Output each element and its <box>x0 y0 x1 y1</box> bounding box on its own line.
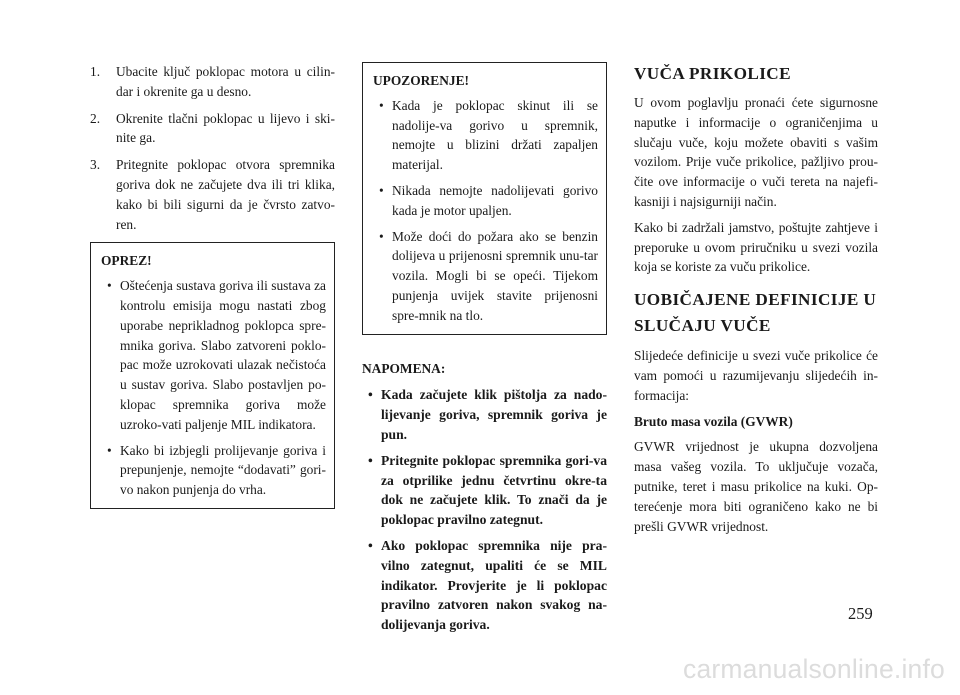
list-item: • Može doći do požara ako se benzin dolijeva u prijenosni spremnik unu-tar vozila. Mogli bi se opeći. Tijekom punjenja uvijek stavite prijenosni spre-mnik na tlo. <box>373 227 598 326</box>
page-number: 259 <box>848 604 873 623</box>
section-heading-definitions: UOBIČAJENE DEFINICIJE U SLUČAJU VUČE <box>634 290 877 336</box>
left-column <box>90 62 335 509</box>
warning-title: UPOZORENJE! <box>373 73 469 88</box>
list-item: 2. Okrenite tlačni poklopac u lijevo i ski-nite ga. <box>90 110 335 146</box>
list-item: • Kada je poklopac skinut ili se nadolije-va gorivo u spremnik, nemojte u blizini držati zapaljen materijal. <box>373 96 598 175</box>
list-item: 1. Ubacite ključ poklopac motora u cilin-dar i okrenite ga u desno. <box>90 64 335 99</box>
list-item: • Nikada nemojte nadolijevati gorivo kada je motor upaljen. <box>373 181 598 221</box>
note-title: NAPOMENA: <box>362 360 446 376</box>
paragraph: Kako bi zadržali jamstvo, poštujte zahtjeve i preporuke u ovom priručniku u svezi vozila koja se koriste za vuču prikolice. <box>634 219 878 275</box>
list-item: • Kako bi izbjegli prolijevanje goriva i prepunjenje, nemojte “dodavati” gori-vo nakon punjenja do vrha. <box>101 441 326 500</box>
list-item: • Oštećenja sustava goriva ili sustava za kontrolu emisija mogu nastati zbog uporabe neprikladnog poklopca spre-mnika goriva. Slabo zatvoreni poklo-pac može uzrokovati ulazak nečistoća u sustav goriva. Slabo postavljen po-klopac spremnika goriva može uzroko-vati paljenje MIL indikatora. <box>101 276 326 434</box>
section-heading-towing: VUČA PRIKOLICE <box>634 64 791 83</box>
paragraph: U ovom poglavlju pronaći ćete sigurnosne naputke i informacije o ograničenjima u slučaju vuče, koju možete obaviti s vašim vozilom. Prije vuče prikolice, pažljivo prou-čite ove informacije o vuči tereta na najefi-kasniji i najsigurniji način. <box>634 95 878 209</box>
watermark: carmanualsonline.info <box>683 654 945 684</box>
subheading-gvwr: Bruto masa vozila (GVWR) <box>634 413 793 429</box>
caution-box <box>90 242 335 509</box>
paragraph: Slijedeće definicije u svezi vuče prikolice će vam pomoći u razumijevanju slijedećih in-formacija: <box>634 348 878 403</box>
steps-list <box>90 62 335 234</box>
note-list <box>362 385 607 635</box>
warning-list <box>373 96 598 326</box>
caution-title: OPREZ! <box>101 253 152 269</box>
warning-box <box>362 62 607 335</box>
list-item: • Ako poklopac spremnika nije pra-vilno zategnut, upaliti će se MIL indikator. Provjerite je li poklopac pravilno zatvoren nakon svakog na-dolijevanja goriva. <box>362 536 607 635</box>
right-column <box>634 62 878 542</box>
list-item: • Kada začujete klik pištolja za nado-lijevanje goriva, spremnik goriva je pun. <box>362 385 607 444</box>
list-item: 3. Pritegnite poklopac otvora spremnika goriva dok ne začujete dva ili tri klika, kako bi bili sigurni da je čvrsto zatvo-ren. <box>90 157 335 232</box>
caution-list <box>101 276 326 500</box>
middle-column <box>362 62 607 641</box>
list-item: • Pritegnite poklopac spremnika gori-va za otprilike jednu četvrtinu okre-ta dok ne začujete klik. To znači da je poklopac pravilno zategnut. <box>362 451 607 530</box>
paragraph: GVWR vrijednost je ukupna dozvoljena masa vašeg vozila. To uključuje vozača, putnike, teret i masu prikolice na kuki. Op-terećenje mora biti ograničeno kako ne bi prešli GVWR vrijednost. <box>634 439 878 534</box>
